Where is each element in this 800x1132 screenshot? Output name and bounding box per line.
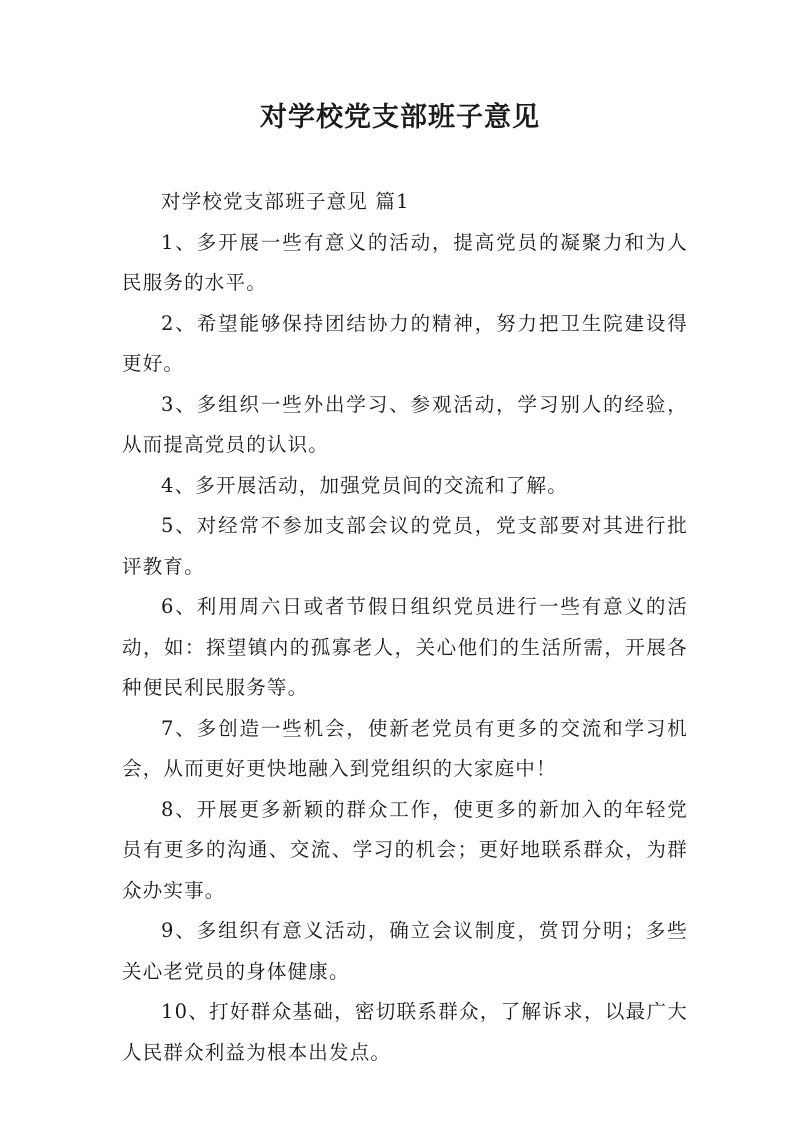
- paragraph-6: 6、利用周六日或者节假日组织党员进行一些有意义的活动，如：探望镇内的孤寡老人，关心他们的生活所需，开展各种便民利民服务等。: [122, 595, 688, 699]
- section-heading: 对学校党支部班子意见 篇1: [161, 190, 410, 213]
- paragraph-7: 7、多创造一些机会，使新老党员有更多的交流和学习机会，从而更好更快地融入到党组织的大家庭中！: [122, 716, 688, 780]
- paragraph-2: 2、希望能够保持团结协力的精神，努力把卫生院建设得更好。: [122, 311, 688, 375]
- document-title: 对学校党支部班子意见: [260, 102, 540, 133]
- paragraph-5: 5、对经常不参加支部会议的党员，党支部要对其进行批评教育。: [122, 514, 688, 578]
- paragraph-3: 3、多组织一些外出学习、参观活动，学习别人的经验，从而提高党员的认识。: [122, 392, 688, 456]
- paragraph-8: 8、开展更多新颖的群众工作，使更多的新加入的年轻党员有更多的沟通、交流、学习的机会；更好地联系群众，为群众办实事。: [122, 797, 688, 902]
- paragraph-1: 1、多开展一些有意义的活动，提高党员的凝聚力和为人民服务的水平。: [122, 230, 688, 294]
- paragraph-9: 9、多组织有意义活动，确立会议制度，赏罚分明；多些关心老党员的身体健康。: [122, 919, 688, 983]
- document-body: [122, 182, 688, 1073]
- paragraph-4: 4、多开展活动，加强党员间的交流和了解。: [161, 473, 568, 497]
- paragraph-10: 10、打好群众基础，密切联系群众，了解诉求，以最广大人民群众利益为根本出发点。: [122, 1000, 688, 1064]
